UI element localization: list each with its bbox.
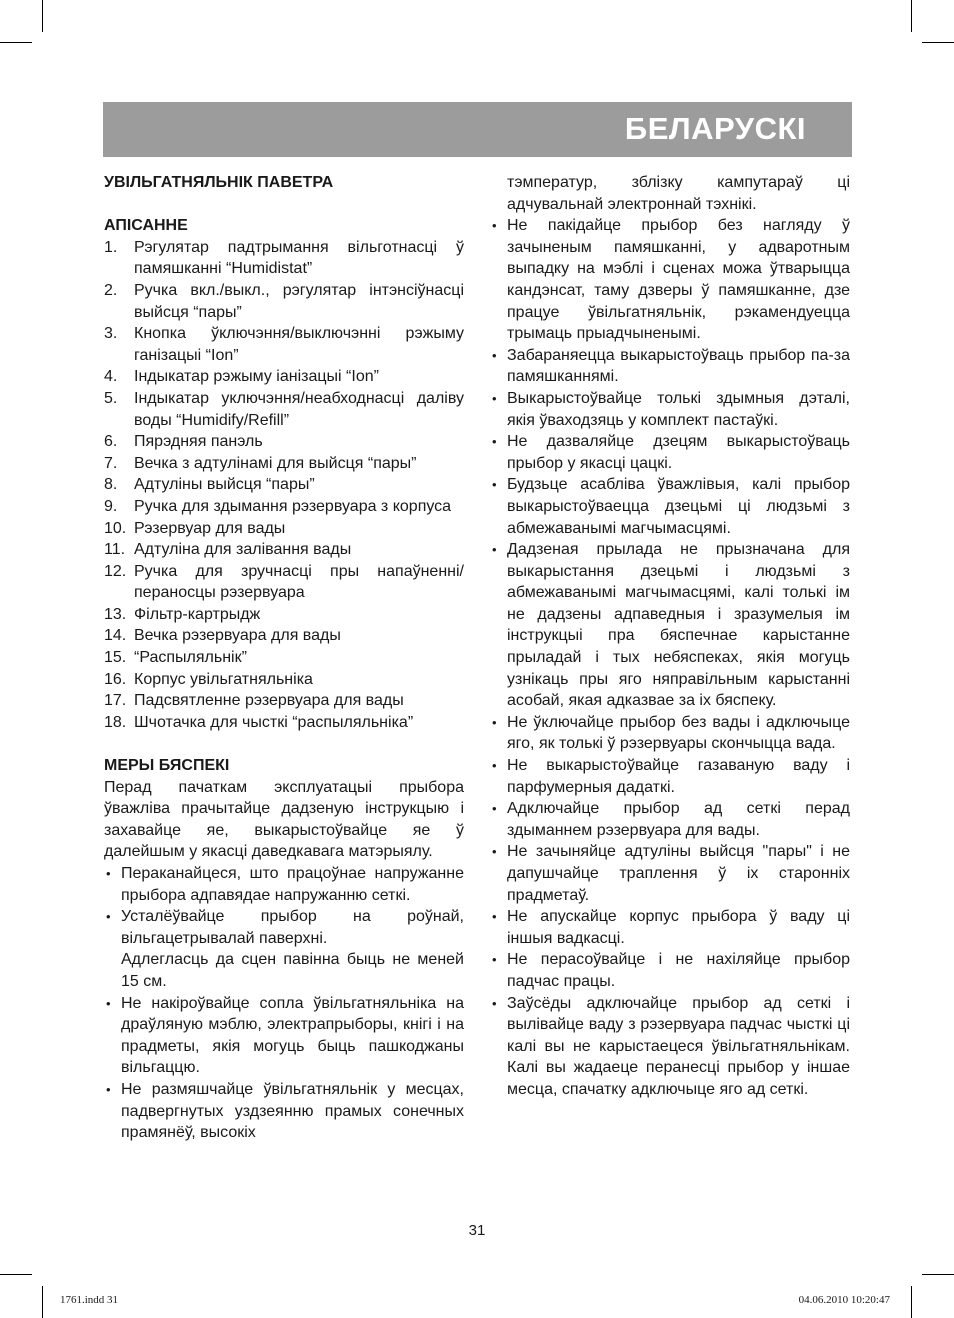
list-item-number: 7.	[104, 454, 118, 472]
list-item-number: 4.	[104, 368, 118, 386]
list-item-text: Ручка вкл./выкл., рэгулятар інтэнсіўнасці выйсця “пары”	[134, 281, 464, 321]
list-item: • Забараняецца выкарыстоўваць прыбор па-за памяшканнямі.	[490, 345, 850, 388]
list-item-number: 6.	[104, 433, 118, 451]
list-item	[104, 237, 464, 280]
list-item: • Не выкарыстоўвайце газаваную ваду і парфумерныя дадаткі.	[490, 755, 850, 798]
list-item	[104, 323, 464, 366]
crop-mark	[0, 42, 32, 43]
list-item: • Не ўключайце прыбор без вады і адключыце яго, як толькі ў рэзервуары скончыцца вада.	[490, 712, 850, 755]
crop-mark	[911, 1286, 912, 1318]
list-item-number: 8.	[104, 476, 118, 494]
list-item-text: Індыкатар рэжыму іанізацыі “Ion”	[134, 368, 379, 386]
list-item	[104, 496, 464, 518]
list-item-text: Пярэдняя панэль	[134, 433, 263, 451]
list-item: • Адключайце прыбор ад сеткі перад здыманнем рэзервуара для вады.	[490, 798, 850, 841]
list-item-number: 18.	[104, 713, 127, 731]
list-item	[104, 669, 464, 691]
crop-mark	[922, 42, 954, 43]
safety-list	[104, 993, 464, 1144]
list-item-text: “Распыляльнік”	[134, 649, 247, 667]
language-banner	[103, 102, 852, 157]
bullet-continuation: Адлегласць да сцен павінна быць не меней 15 см.	[121, 951, 464, 990]
safety-list	[490, 215, 850, 1100]
list-item-text: Фільтр-картрыдж	[134, 605, 261, 623]
safety-list	[104, 863, 464, 949]
list-item-number: 11.	[104, 541, 126, 559]
section-heading-main: УВІЛЬГАТНЯЛЬНІК ПАВЕТРА	[104, 174, 334, 191]
list-item: • Усталёўвайце прыбор на роўнай, вільгацетрывалай паверхні.	[104, 906, 464, 949]
list-item-number: 16.	[104, 670, 127, 688]
list-item-number: 15.	[104, 649, 127, 667]
footer-timestamp: 04.06.2010 10:20:47	[798, 1294, 890, 1306]
list-item: • Выкарыстоўвайце толькі здымныя дэталі, якія ўваходзяць у комплект пастаўкі.	[490, 388, 850, 431]
list-item-number: 13.	[104, 605, 127, 623]
list-item-text: Рэгулятар падтрымання вільготнасці ў памяшканні “Humidistat”	[134, 238, 464, 278]
left-column	[104, 172, 464, 1144]
section-heading-safety: МЕРЫ БЯСПЕКІ	[104, 757, 230, 775]
list-item: • Не дазваляйце дзецям выкарыстоўваць прыбор у якасці цацкі.	[490, 431, 850, 474]
section-heading-description: АПІСАННЕ	[104, 217, 188, 235]
list-item-text: Вечка рэзервуара для вады	[134, 627, 341, 645]
list-item	[104, 366, 464, 388]
page-number: 31	[468, 1222, 486, 1239]
right-column	[490, 172, 850, 1101]
safety-intro: Перад пачаткам эксплуатацыі прыбора ўважліва прачытайце дадзеную інструкцыю і захавайце яе, выкарыстоўвайце яе ў далейшым у якасці даведкавага матэрыялу.	[104, 778, 464, 861]
list-item-text: Шчотачка для чысткі “распыляльніка”	[134, 713, 414, 731]
footer-file-info: 1761.indd 31	[60, 1294, 119, 1306]
list-item-text: Корпус увільгатняльніка	[134, 670, 313, 688]
list-item	[104, 539, 464, 561]
crop-mark	[42, 0, 43, 32]
crop-mark	[0, 1274, 32, 1275]
crop-mark	[922, 1274, 954, 1275]
list-item	[104, 647, 464, 669]
list-item-text: Адтуліны выйсця “пары”	[134, 476, 315, 494]
list-item-text: Кнопка ўключэння/выключэнні рэжыму ганізацыі “Ion”	[134, 325, 464, 364]
list-item: • Не зачыняйце адтуліны выйсця "пары" і не дапушчайце траплення ў іх староннiх прадметаў.	[490, 841, 850, 906]
list-item	[104, 604, 464, 626]
list-item-text: Адтуліна для залівання вады	[134, 541, 352, 559]
list-item: • Заўсёды адключайце прыбор ад сеткі і вылівайце ваду з рэзервуара падчас чысткі ці калі вы не карыстаецеся ўвільгатняльнікам. Калі вы жадаеце перанесці прыбор у іншае месца, спачатку адключыце яго ад сеткі.	[490, 993, 850, 1101]
list-item	[104, 625, 464, 647]
list-item-text: Індыкатар уключэння/неабходнасці даліву воды “Humidify/Refill”	[134, 389, 464, 429]
list-item	[104, 518, 464, 540]
list-item: • Пераканайцеся, што працоўнае напружанне прыбора адпавядае напружанню сеткі.	[104, 863, 464, 906]
crop-mark	[911, 0, 912, 32]
list-item-number: 10.	[104, 519, 127, 537]
list-item: • Не апускайце корпус прыбора ў ваду ці іншыя вадкасці.	[490, 906, 850, 949]
list-item-number: 5.	[104, 389, 118, 407]
list-item-text: Падсвятленне рэзервуара для вады	[134, 692, 404, 710]
list-item-text: Ручка для зручнасці пры напаўненні/ пераносцы рэзервуара	[134, 562, 464, 602]
bullet-continuation: тэмператур, зблізку кампутараў ці адчувальнай электроннай тэхнікі.	[507, 174, 850, 213]
list-item-number: 3.	[104, 325, 118, 343]
list-item	[104, 280, 464, 323]
list-item	[104, 561, 464, 604]
list-item-number: 1.	[104, 238, 118, 256]
list-item	[104, 388, 464, 431]
list-item-number: 17.	[104, 692, 127, 710]
list-item-number: 9.	[104, 497, 118, 515]
list-item: • Дадзеная прылада не прызначана для выкарыстання дзецьмі і людзьмі з абмежаванымі магчымасцямі, калі толькі ім не дадзены адпаведныя і зразумелыя ім інструкцыі пра бяспечнае карыстанне прыладай і тых небяспеках, якія могуць узнікаць пры яго няправільным карыстанні асобай, якая адказвае за іх бяспеку.	[490, 539, 850, 712]
list-item: • Не перасоўвайце і не нахіляйце прыбор падчас працы.	[490, 949, 850, 992]
list-item	[104, 690, 464, 712]
list-item-text: Ручка для здымання рэзервуара з корпуса	[134, 497, 452, 515]
list-item-text: Вечка з адтулінамі для выйсця “пары”	[134, 454, 417, 472]
page-title: БЕЛАРУСКІ	[624, 111, 806, 146]
list-item	[104, 474, 464, 496]
list-item	[104, 453, 464, 475]
list-item-text: Рэзервуар для вады	[134, 519, 286, 537]
list-item	[104, 712, 464, 734]
list-item-number: 14.	[104, 627, 127, 645]
list-item-number: 12.	[104, 562, 127, 580]
list-item: • Не пакідайце прыбор без нагляду ў зачыненым памяшканні, у адваротным выпадку на мэблі і сценах можа ўтварыцца кандэнсат, таму дзверы ў памяшканне, дзе працуе ўвільгатняльнік, рэкамендуецца трымаць прыадчыненымі.	[490, 215, 850, 345]
list-item	[104, 431, 464, 453]
list-item: • Будзьце асабліва ўважлівыя, калі прыбор выкарыстоўваецца дзецьмі ці людзьмі з абмежаванымі магчымасцямі.	[490, 474, 850, 539]
list-item: • Не размяшчайце ўвільгатняльнік у месцах, падвергнутых уздзеянню прамых сонечных прамянёў, высокіх	[104, 1079, 464, 1144]
crop-mark	[42, 1286, 43, 1318]
description-list	[104, 237, 464, 734]
list-item-number: 2.	[104, 281, 118, 299]
list-item: • Не накіроўвайце сопла ўвільгатняльніка на драўляную мэблю, электрапрыборы, кнігі і на прадметы, якія могуць быць пашкоджаны вільгаццю.	[104, 993, 464, 1079]
